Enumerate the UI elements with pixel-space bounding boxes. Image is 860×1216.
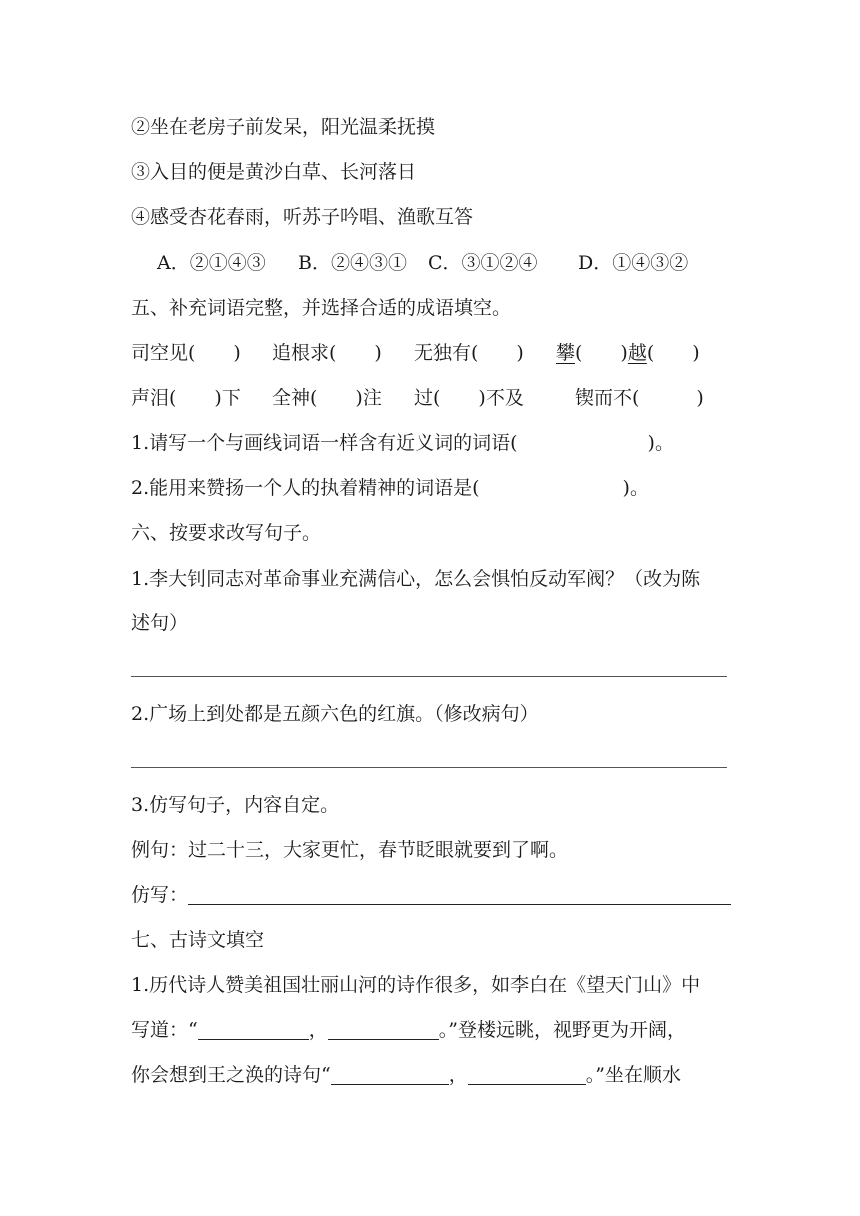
s7-line2-prefix: 写道：“ <box>131 1019 198 1041</box>
underlined-char-pan: 攀 <box>556 342 576 364</box>
s6-imitate <box>131 881 731 909</box>
s7-line2-suffix: 。”登楼远眺，视野更为开阔， <box>438 1019 686 1041</box>
s6-example: 例句：过二十三，大家更忙，春节眨眼就要到了啊。 <box>131 839 569 861</box>
section-5-question-1 <box>131 429 674 457</box>
idiom-qieerbu[interactable]: 锲而不( ) <box>575 387 704 409</box>
blank-pan[interactable]: ( ) <box>575 342 628 364</box>
s6-q3: 3.仿写句子，内容自定。 <box>131 794 340 816</box>
order-item-3: ③入目的便是黄沙白草、长河落日 <box>131 161 417 183</box>
poem-blank-1[interactable] <box>198 1019 309 1040</box>
section-6-heading: 六、按要求改写句子。 <box>131 522 322 544</box>
poem-blank-3[interactable] <box>331 1064 449 1085</box>
option-a[interactable]: A．②①④③ <box>157 252 266 274</box>
option-b[interactable]: B．②④③① <box>298 252 407 274</box>
idiom-wuduyou[interactable]: 无独有( ) <box>414 342 524 364</box>
s7-line3-prefix: 你会想到王之涣的诗句“ <box>131 1064 331 1086</box>
s7-comma-2: ， <box>448 1064 468 1086</box>
section-5-heading: 五、补充词语完整，并选择合适的成语填空。 <box>131 297 512 319</box>
s6-q2: 2.广场上到处都是五颜六色的红旗。（修改病句） <box>131 703 539 725</box>
s6-q1-line-1: 1.李大钊同志对革命事业充满信心，怎么会惧怕反动军阀？（改为陈 <box>131 568 701 590</box>
underlined-char-yue: 越 <box>627 342 647 364</box>
blank-yue[interactable]: ( ) <box>646 342 700 364</box>
idiom-quanshen[interactable]: 全神( )注 <box>272 387 382 409</box>
imitate-answer-blank[interactable] <box>188 884 731 905</box>
order-item-4: ④感受杏花春雨，听苏子吟唱、渔歌互答 <box>131 206 474 228</box>
section-7-heading: 七、古诗文填空 <box>131 929 265 951</box>
option-c[interactable]: C．③①②④ <box>428 252 538 274</box>
q1-prefix: 1.请写一个与画线词语一样含有近义词的词语( <box>131 432 518 454</box>
s6-q1-answer-line[interactable] <box>131 676 727 677</box>
q2-answer-blank[interactable] <box>480 478 623 498</box>
order-item-2: ②坐在老房子前发呆，阳光温柔抚摸 <box>131 116 436 138</box>
option-d[interactable]: D．①④③② <box>578 252 689 274</box>
q1-answer-blank[interactable] <box>518 433 648 453</box>
imitate-label: 仿写： <box>131 884 189 906</box>
idiom-sikongjian[interactable]: 司空见( ) <box>131 342 241 364</box>
q1-suffix: )。 <box>647 432 674 454</box>
idiom-zhuigenqiu[interactable]: 追根求( ) <box>272 342 382 364</box>
s7-line3-suffix: 。”坐在顺水 <box>585 1064 681 1086</box>
idiom-guobuji[interactable]: 过( )不及 <box>414 387 524 409</box>
poem-blank-2[interactable] <box>328 1019 439 1040</box>
s7-line-2 <box>131 1016 686 1044</box>
idiom-shenglei[interactable]: 声泪( )下 <box>131 387 241 409</box>
q2-suffix: )。 <box>622 477 649 499</box>
s6-q2-answer-line[interactable] <box>131 767 727 768</box>
s7-line-1: 1.历代诗人赞美祖国壮丽山河的诗作很多，如李白在《望天门山》中 <box>131 974 701 996</box>
poem-blank-4[interactable] <box>468 1064 586 1085</box>
s7-comma-1: ， <box>308 1019 328 1041</box>
section-5-question-2 <box>131 474 649 502</box>
s6-q1-line-2: 述句） <box>131 612 189 634</box>
s7-line-3 <box>131 1061 681 1089</box>
idiom-pan-yue[interactable] <box>556 339 700 367</box>
q2-prefix: 2.能用来赞扬一个人的执着精神的词语是( <box>131 477 480 499</box>
